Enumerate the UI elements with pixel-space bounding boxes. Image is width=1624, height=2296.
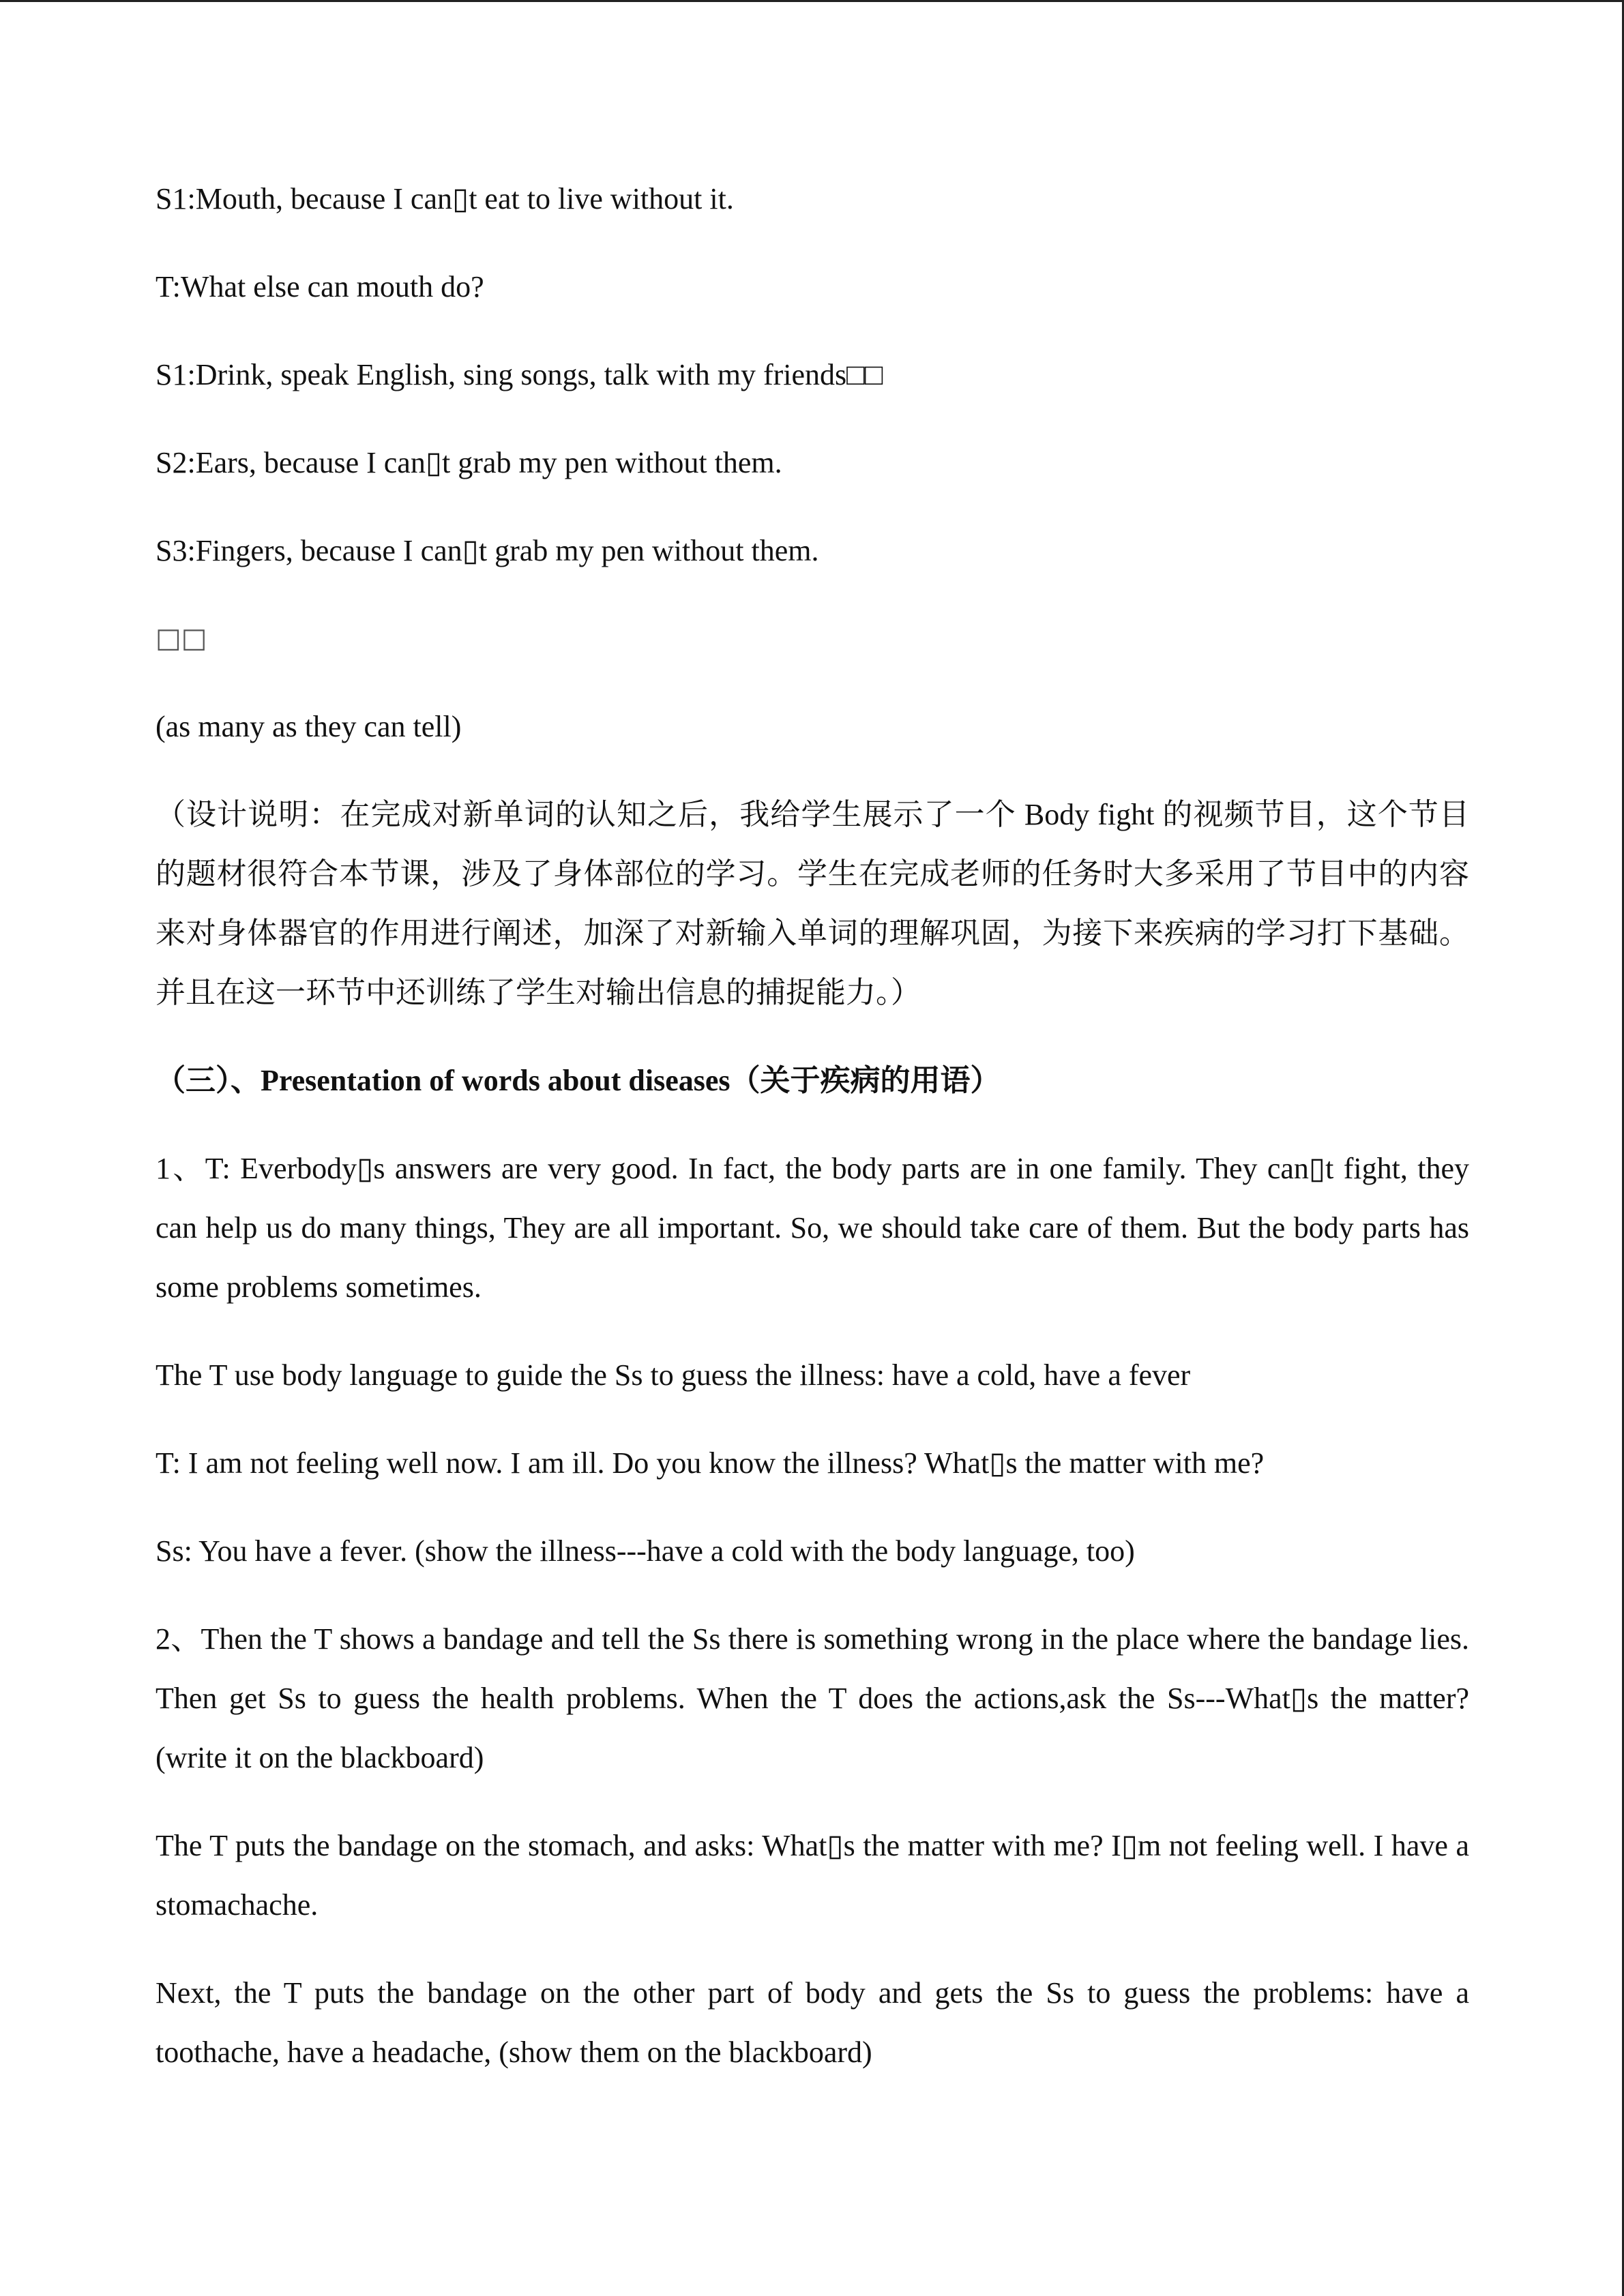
next-bandage-paragraph: Next, the T puts the bandage on the other part of body and gets the Ss to guess the problems: have a toothache, have a headache, (show them on the blackboard) [156, 1976, 1469, 2069]
body-language-line: The T use body language to guide the Ss to guess the illness: have a cold, have a fever [156, 1358, 1191, 1392]
step-1-paragraph: 1、T: Everbody▯s answers are very good. In fact, the body parts are in one family. They can▯t fight, they can help us do many things, They are all important. So, we should take care of them. But the body parts has some problems sometimes. [156, 1152, 1469, 1304]
dialogue-line-t-ill: T: I am not feeling well now. I am ill. Do you know the illness? What▯s the matter with me? [156, 1446, 1265, 1480]
step-2-paragraph: 2、Then the T shows a bandage and tell the Ss there is something wrong in the place where the bandage lies. Then get Ss to guess the health problems. When the T does the actions,ask the Ss---What▯s the matter? (write it on the blackboard) [156, 1622, 1469, 1774]
section-heading-diseases: （三）、Presentation of words about diseases（关于疾病的用语） [156, 1064, 1001, 1097]
document-body [156, 169, 1469, 2111]
dialogue-line-ss-fever: Ss: You have a fever. (show the illness---have a cold with the body language, too) [156, 1534, 1135, 1568]
design-explanation-paragraph: （设计说明：在完成对新单词的认知之后，我给学生展示了一个 Body fight 的视频节目，这个节目的题材很符合本节课，涉及了身体部位的学习。学生在完成老师的任务时大多采用了节目中的内容来对身体器官的作用进行阐述，加深了对新输入单词的理解巩固，为接下来疾病的学习打下基础。并且在这一环节中还训练了学生对输出信息的捕捉能力。） [156, 798, 1469, 1009]
placeholder-squares: □□ [156, 623, 207, 654]
dialogue-line-s2-ears: S2:Ears, because I can▯t grab my pen without them. [156, 446, 782, 479]
dialogue-line-s3-fingers: S3:Fingers, because I can▯t grab my pen without them. [156, 534, 819, 567]
dialogue-line-t-question: T:What else can mouth do? [156, 270, 484, 303]
dialogue-line-s1-mouth: S1:Mouth, because I can▯t eat to live without it. [156, 182, 734, 215]
stomachache-paragraph: The T puts the bandage on the stomach, and asks: What▯s the matter with me? I▯m not feeling well. I have a stomachache. [156, 1829, 1469, 1922]
dialogue-line-s1-drink: S1:Drink, speak English, sing songs, talk with my friends□□ [156, 358, 883, 391]
note-as-many: (as many as they can tell) [156, 710, 462, 743]
